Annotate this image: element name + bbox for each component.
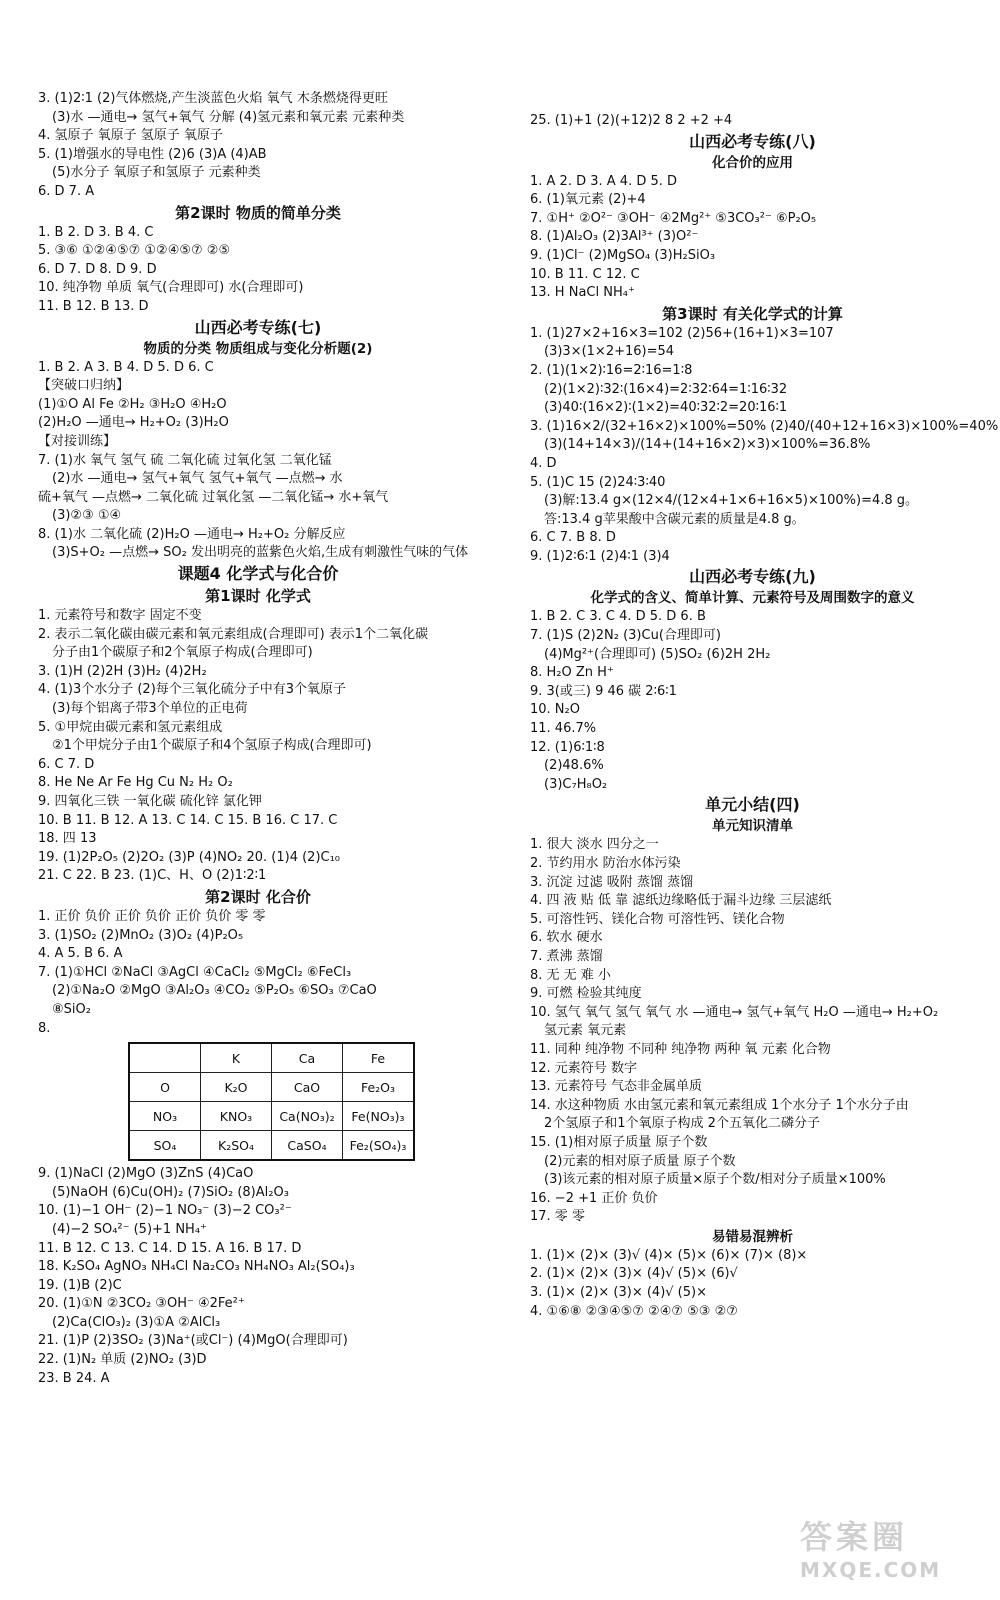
section-subheading: 单元知识清单 — [712, 818, 793, 835]
answer-line: 3. (1)× (2)× (3)× (4)√ (5)× — [530, 1285, 707, 1301]
table-cell: KNO₃ — [201, 1102, 272, 1131]
section-heading: 第2课时 化合价 — [205, 887, 311, 906]
answer-line: 2. (1)(1×2)∶16=2∶16=1∶8 — [530, 362, 693, 378]
answer-line: 6. D 7. D 8. D 9. D — [38, 261, 157, 277]
answer-line: ⑧SiO₂ — [52, 1001, 91, 1017]
answer-line: 5. ①甲烷由碳元素和氢元素组成 — [38, 719, 223, 735]
answer-line: (2)元素的相对原子质量 原子个数 — [544, 1153, 736, 1169]
answer-line: (5)NaOH (6)Cu(OH)₂ (7)SiO₂ (8)Al₂O₃ — [52, 1184, 289, 1200]
answer-line: 4. A 5. B 6. A — [38, 946, 123, 962]
answer-line: 硫+氧气 —点燃→ 二氧化硫 过氧化氢 —二氧化锰→ 水+氧气 — [38, 489, 389, 505]
section-subheading: 物质的分类 物质组成与变化分析题(2) — [143, 340, 373, 357]
answer-line: 2. (1)× (2)× (3)× (4)√ (5)× (6)√ — [530, 1266, 738, 1282]
valence-table — [128, 1042, 415, 1161]
table-cell: NO₃ — [129, 1102, 201, 1131]
answer-line: (2)Ca(ClO₃)₂ (3)①A ②AlCl₃ — [52, 1314, 221, 1330]
answer-line: 8. (1)Al₂O₃ (2)3Al³⁺ (3)O²⁻ — [530, 229, 699, 245]
answer-line: 22. (1)N₂ 单质 (2)NO₂ (3)D — [38, 1352, 207, 1368]
answer-line: 5. (1)增强水的导电性 (2)6 (3)A (4)AB — [38, 146, 267, 162]
answer-line: 5. ③⑥ ①②④⑤⑦ ①②④⑤⑦ ②⑤ — [38, 243, 231, 259]
answer-line: 18. K₂SO₄ AgNO₃ NH₄Cl Na₂CO₃ NH₄NO₃ Al₂(SO₄)₃ — [38, 1259, 355, 1275]
answer-line: 7. ①H⁺ ②O²⁻ ③OH⁻ ④2Mg²⁺ ⑤3CO₃²⁻ ⑥P₂O₅ — [530, 210, 817, 226]
answer-line: 9. 四氧化三铁 一氧化碳 硫化锌 氯化钾 — [38, 794, 262, 809]
answer-line: 7. (1)①HCl ②NaCl ③AgCl ④CaCl₂ ⑤MgCl₂ ⑥FeCl₃ — [38, 964, 352, 980]
table-header-cell: Ca — [272, 1043, 343, 1073]
answer-line: 8. H₂O Zn H⁺ — [530, 665, 614, 681]
answer-line: 3. (1)2∶1 (2)气体燃烧,产生淡蓝色火焰 氧气 木条燃烧得更旺 — [38, 91, 388, 106]
section-heading: 第3课时 有关化学式的计算 — [662, 304, 843, 323]
answer-line: 1. 很大 淡水 四分之一 — [530, 837, 659, 853]
left-column — [38, 90, 478, 1388]
answer-line: (2)48.6% — [544, 758, 604, 774]
answer-line: 3. (1)16×2/(32+16×2)×100%=50% (2)40/(40+12+16×3)×100%=40% — [530, 418, 999, 434]
answer-line: 21. C 22. B 23. (1)C、H、O (2)1∶2∶1 — [38, 868, 267, 884]
answer-line: (3)3×(1×2+16)=54 — [544, 344, 675, 360]
answer-line: (2)H₂O —通电→ H₂+O₂ (3)H₂O — [38, 415, 229, 431]
answer-line: 4. 四 液 贴 低 靠 滤纸边缘略低于漏斗边缘 三层滤纸 — [530, 893, 832, 909]
answer-line: 11. B 12. B 13. D — [38, 298, 149, 314]
answer-line: 12. (1)6∶1∶8 — [530, 739, 605, 755]
answer-line: (2)①Na₂O ②MgO ③Al₂O₃ ④CO₂ ⑤P₂O₅ ⑥SO₃ ⑦CaO — [52, 983, 377, 999]
answer-line: (1)①O Al Fe ②H₂ ③H₂O ④H₂O — [38, 396, 227, 412]
answer-line: (3)②③ ①④ — [52, 508, 122, 524]
answer-line: 16. −2 +1 正价 负价 — [530, 1190, 658, 1206]
section-heading: 山西必考专练(八) — [689, 131, 816, 151]
answer-line: 8. — [38, 1020, 51, 1036]
section-subheading: 化学式的含义、简单计算、元素符号及周围数字的意义 — [590, 590, 915, 607]
table-row — [129, 1102, 414, 1131]
table-row — [129, 1131, 414, 1161]
answer-line: 1. A 2. D 3. A 4. D 5. D — [530, 173, 678, 189]
answer-line: 答:13.4 g苹果酸中含碳元素的质量是4.8 g。 — [544, 511, 805, 527]
answer-line: (3)S+O₂ —点燃→ SO₂ 发出明亮的蓝紫色火焰,生成有刺激性气味的气体 — [52, 545, 469, 561]
answer-line: (3)(14+14×3)/(14+(14+16×2)×3)×100%=36.8% — [544, 437, 871, 453]
section-heading: 课题4 化学式与化合价 — [177, 564, 339, 584]
section-heading: 第2课时 物质的简单分类 — [175, 203, 341, 222]
answer-line: 【突破口归纳】 — [38, 378, 130, 394]
answer-line: 4. (1)3个水分子 (2)每个三氧化硫分子中有3个氧原子 — [38, 682, 347, 698]
answer-line: 7. 煮沸 蒸馏 — [530, 948, 603, 964]
answer-line: 3. (1)H (2)2H (3)H₂ (4)2H₂ — [38, 663, 207, 679]
answer-line: ②1个甲烷分子由1个碳原子和4个氢原子构成(合理即可) — [52, 738, 372, 754]
answer-line: 14. 水这种物质 水由氢元素和氧元素组成 1个水分子 1个水分子由 — [530, 1097, 909, 1113]
left-answers-top — [38, 90, 478, 1038]
table-header-cell — [129, 1043, 201, 1073]
answer-line: 1. (1)× (2)× (3)√ (4)× (5)× (6)× (7)× (8)× — [530, 1247, 808, 1263]
answer-line: 4. D — [530, 455, 557, 471]
answer-line: 6. 软水 硬水 — [530, 930, 603, 946]
answer-line: 9. 3(或三) 9 46 碳 2∶6∶1 — [530, 683, 677, 699]
answer-line: 6. C 7. D — [38, 756, 95, 772]
table-row — [129, 1073, 414, 1102]
table-cell: CaSO₄ — [272, 1131, 343, 1161]
section-heading: 第1课时 化学式 — [205, 587, 311, 606]
answer-line: 10. 纯净物 单质 氧气(合理即可) 水(合理即可) — [38, 280, 304, 296]
answer-line: 11. 同种 纯净物 不同种 纯净物 两种 氧 元素 化合物 — [530, 1041, 831, 1057]
answer-line: (4)−2 SO₄²⁻ (5)+1 NH₄⁺ — [52, 1221, 207, 1237]
answer-line: (3)该元素的相对原子质量×原子个数/相对分子质量×100% — [544, 1172, 886, 1188]
answer-line: 3. 沉淀 过滤 吸附 蒸馏 蒸馏 — [530, 874, 694, 890]
answer-line: 23. B 24. A — [38, 1370, 110, 1386]
answer-line: 11. 46.7% — [530, 721, 597, 737]
section-heading: 山西必考专练(七) — [194, 317, 322, 337]
section-subheading: 易错易混辨析 — [712, 1228, 793, 1245]
table-cell: Ca(NO₃)₂ — [272, 1102, 343, 1131]
answer-line: 19. (1)2P₂O₅ (2)2O₂ (3)P (4)NO₂ 20. (1)4 (2)C₁₀ — [38, 849, 341, 865]
answer-line: 1. B 2. C 3. C 4. D 5. D 6. B — [530, 609, 706, 625]
answer-line: 10. 氢气 氧气 氢气 氧气 水 —通电→ 氢气+氧气 H₂O —通电→ H₂+O₂ — [530, 1004, 939, 1020]
section-heading: 山西必考专练(九) — [689, 567, 816, 587]
answer-line: 17. 零 零 — [530, 1209, 585, 1225]
answer-line: 18. 四 13 — [38, 831, 97, 847]
answer-line: 9. (1)NaCl (2)MgO (3)ZnS (4)CaO — [38, 1166, 254, 1182]
answer-line: 4. 氢原子 氧原子 氢原子 氧原子 — [38, 128, 223, 144]
answer-line: 2. 表示二氧化碳由碳元素和氧元素组成(合理即可) 表示1个二氧化碳 — [38, 626, 429, 642]
answer-line: 10. N₂O — [530, 702, 580, 718]
answer-line: 9. 可燃 检验其纯度 — [530, 986, 642, 1002]
answer-line: 10. B 11. C 12. C — [530, 266, 640, 282]
answer-line: 氢元素 氧元素 — [544, 1023, 627, 1039]
answer-line: 2. 节约用水 防治水体污染 — [530, 856, 681, 871]
answer-line: 20. (1)①N ②3CO₂ ③OH⁻ ④2Fe²⁺ — [38, 1296, 245, 1312]
answer-line: (2)水 —通电→ 氢气+氧气 氢气+氧气 —点燃→ 水 — [52, 471, 343, 487]
answer-line: 13. 元素符号 气态非金属单质 — [530, 1079, 702, 1095]
watermark-url: MXQE.COM — [800, 1558, 942, 1582]
answer-line: 6. C 7. B 8. D — [530, 530, 616, 546]
answer-line: 15. (1)相对原子质量 原子个数 — [530, 1134, 708, 1150]
answer-line: 6. (1)氧元素 (2)+4 — [530, 192, 646, 208]
answer-line: 1. 正价 负价 正价 负价 正价 负价 零 零 — [38, 908, 266, 924]
left-answers-bottom — [38, 1165, 478, 1388]
answer-line: 5. (1)C 15 (2)24∶3∶40 — [530, 474, 666, 490]
answer-line: 1. (1)27×2+16×3=102 (2)56+(16+1)×3=107 — [530, 325, 834, 341]
table-cell: Fe(NO₃)₃ — [343, 1102, 415, 1131]
answer-line: 7. (1)水 氧气 氢气 硫 二氧化硫 过氧化氢 二氧化锰 — [38, 452, 332, 468]
answer-line: (3)每个铝离子带3个单位的正电荷 — [52, 701, 248, 717]
answer-line: 8. He Ne Ar Fe Hg Cu N₂ H₂ O₂ — [38, 775, 233, 791]
answer-line: 9. (1)2∶6∶1 (2)4∶1 (3)4 — [530, 548, 670, 564]
answer-line: 12. 元素符号 数字 — [530, 1060, 637, 1076]
right-column — [530, 112, 999, 1321]
answer-line: (3)水 —通电→ 氢气+氧气 分解 (4)氢元素和氧元素 元素种类 — [52, 109, 405, 125]
answer-line: 8. 无 无 难 小 — [530, 967, 611, 983]
table-cell: Fe₂(SO₄)₃ — [343, 1131, 415, 1161]
answer-line: 19. (1)B (2)C — [38, 1277, 122, 1293]
answer-line: (3)C₇H₈O₂ — [544, 776, 608, 792]
answer-line: 2个氢原子和1个氧原子构成 2个五氧化二磷分子 — [544, 1116, 820, 1132]
answer-line: 1. 元素符号和数字 固定不变 — [38, 608, 202, 624]
watermark-logo — [800, 1512, 970, 1582]
answer-line: 7. (1)S (2)2N₂ (3)Cu(合理即可) — [530, 628, 721, 644]
section-heading: 单元小结(四) — [705, 795, 800, 815]
answer-line: 10. (1)−1 OH⁻ (2)−1 NO₃⁻ (3)−2 CO₃²⁻ — [38, 1203, 292, 1219]
answer-line: 1. B 2. A 3. B 4. D 5. D 6. C — [38, 359, 214, 375]
answer-line: (5)水分子 氧原子和氢原子 元素种类 — [52, 165, 261, 181]
answer-line: (4)Mg²⁺(合理即可) (5)SO₂ (6)2H 2H₂ — [544, 646, 771, 662]
answer-line: 6. D 7. A — [38, 183, 95, 199]
answer-line: (2)(1×2)∶32∶(16×4)=2∶32∶64=1∶16∶32 — [544, 381, 788, 397]
answer-line: (3)40∶(16×2)∶(1×2)=40∶32∶2=20∶16∶1 — [544, 400, 788, 416]
answer-line: 13. H NaCl NH₄⁺ — [530, 285, 635, 301]
answer-line: 【对接训练】 — [38, 433, 117, 449]
table-cell: O — [129, 1073, 201, 1102]
answer-line: 11. B 12. C 13. C 14. D 15. A 16. B 17. D — [38, 1240, 302, 1256]
answer-line: (3)解:13.4 g×(12×4/(12×4+1×6+16×5)×100%)=4.8 g。 — [544, 493, 919, 509]
table-cell: SO₄ — [129, 1131, 201, 1161]
answer-line: 分子由1个碳原子和2个氧原子构成(合理即可) — [52, 645, 313, 661]
answer-line: 8. (1)水 二氧化硫 (2)H₂O —通电→ H₂+O₂ 分解反应 — [38, 526, 346, 542]
answer-line: 9. (1)Cl⁻ (2)MgSO₄ (3)H₂SiO₃ — [530, 247, 716, 263]
answer-line: 10. B 11. B 12. A 13. C 14. C 15. B 16. C 17. C — [38, 812, 338, 828]
answer-line: 25. (1)+1 (2)(+12)2 8 2 +2 +4 — [530, 113, 733, 128]
section-subheading: 化合价的应用 — [712, 154, 793, 171]
answer-line: 5. 可溶性钙、镁化合物 可溶性钙、镁化合物 — [530, 911, 785, 927]
answer-line: 1. B 2. D 3. B 4. C — [38, 224, 154, 240]
table-cell: Fe₂O₃ — [343, 1073, 415, 1102]
answer-line: 21. (1)P (2)3SO₂ (3)Na⁺(或Cl⁻) (4)MgO(合理即可) — [38, 1333, 348, 1349]
table-header-cell: Fe — [343, 1043, 415, 1073]
table-cell: CaO — [272, 1073, 343, 1102]
answer-line: 3. (1)SO₂ (2)MnO₂ (3)O₂ (4)P₂O₅ — [38, 927, 244, 943]
watermark-text: 答案圈 — [800, 1518, 909, 1556]
answer-line: 4. ①⑥⑧ ②③④⑤⑦ ②④⑦ ⑤③ ②⑦ — [530, 1303, 738, 1319]
table-header-cell: K — [201, 1043, 272, 1073]
table-cell: K₂O — [201, 1073, 272, 1102]
table-cell: K₂SO₄ — [201, 1131, 272, 1161]
